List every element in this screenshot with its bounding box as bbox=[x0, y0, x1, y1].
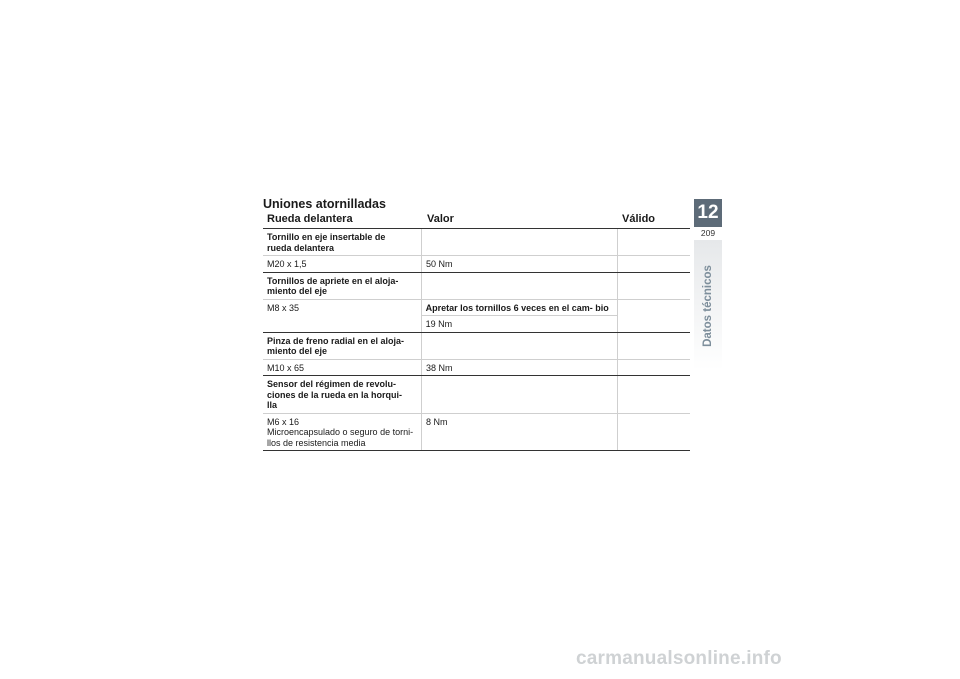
torque-table bbox=[263, 228, 690, 451]
spec-cell bbox=[263, 414, 422, 451]
value-cell bbox=[422, 229, 618, 255]
part-name-line: lla bbox=[267, 400, 278, 410]
column-header-valid: Válido bbox=[622, 213, 656, 225]
part-name-line: miento del eje bbox=[267, 346, 328, 356]
valid-cell bbox=[618, 376, 690, 413]
table-row bbox=[263, 255, 690, 272]
table-row bbox=[263, 359, 690, 376]
part-name bbox=[263, 333, 422, 359]
table-row bbox=[263, 413, 690, 451]
section-title: Uniones atornilladas bbox=[263, 197, 386, 211]
part-name-line: Tornillo en eje insertable de bbox=[267, 232, 386, 242]
chapter-number: 12 bbox=[694, 199, 722, 226]
value-cell: 50 Nm bbox=[422, 256, 618, 272]
column-header-part: Rueda delantera bbox=[267, 213, 353, 225]
spec-cell bbox=[263, 256, 422, 272]
valid-cell bbox=[618, 273, 690, 299]
part-name-line: Pinza de freno radial en el aloja- bbox=[267, 335, 405, 346]
part-name bbox=[263, 273, 422, 299]
part-name-line: ciones de la rueda en la horqui- bbox=[267, 389, 403, 400]
page-number: 209 bbox=[700, 228, 716, 238]
table-row bbox=[263, 332, 690, 359]
table-row bbox=[263, 229, 690, 255]
chapter-divider bbox=[694, 226, 722, 227]
valid-cell bbox=[618, 229, 690, 255]
part-name-line: Tornillos de apriete en el aloja- bbox=[267, 275, 399, 286]
value-cell: 19 Nm bbox=[422, 315, 618, 332]
spec-line: Microencapsulado o seguro de torni- bbox=[267, 427, 414, 437]
spec-line: M10 x 65 bbox=[267, 362, 305, 373]
part-name-line: miento del eje bbox=[267, 286, 328, 296]
table-row bbox=[263, 299, 690, 332]
value-cell bbox=[422, 376, 618, 413]
valid-cell bbox=[618, 414, 690, 451]
part-name-line: Sensor del régimen de revolu- bbox=[267, 379, 397, 389]
table-row bbox=[263, 375, 690, 413]
instruction-line: bio bbox=[595, 302, 609, 313]
spec-line: M20 x 1,5 bbox=[267, 259, 307, 269]
valid-cell bbox=[618, 333, 690, 359]
spec-cell bbox=[263, 300, 422, 332]
chapter-label: Datos técnicos bbox=[702, 265, 714, 347]
watermark: carmanualsonline.info bbox=[576, 648, 782, 669]
part-name bbox=[263, 376, 422, 413]
instruction-text bbox=[422, 300, 618, 316]
spec-line: M8 x 35 bbox=[267, 302, 300, 313]
spec-cell bbox=[263, 360, 422, 376]
valid-cell bbox=[618, 360, 690, 376]
spec-line: llos de resistencia media bbox=[267, 437, 366, 448]
spec-line: M6 x 16 bbox=[267, 416, 300, 427]
instruction-line: Apretar los tornillos 6 veces en el cam- bbox=[425, 302, 593, 313]
part-name-line: rueda delantera bbox=[267, 242, 335, 253]
value-cell: 8 Nm bbox=[422, 414, 618, 451]
part-name bbox=[263, 229, 422, 255]
value-cell bbox=[422, 333, 618, 359]
value-stack bbox=[422, 300, 619, 332]
value-cell bbox=[422, 273, 618, 299]
table-row bbox=[263, 272, 690, 299]
value-cell: 38 Nm bbox=[422, 360, 618, 376]
valid-cell bbox=[618, 300, 690, 332]
column-header-value: Valor bbox=[427, 213, 454, 225]
valid-cell bbox=[618, 256, 690, 272]
